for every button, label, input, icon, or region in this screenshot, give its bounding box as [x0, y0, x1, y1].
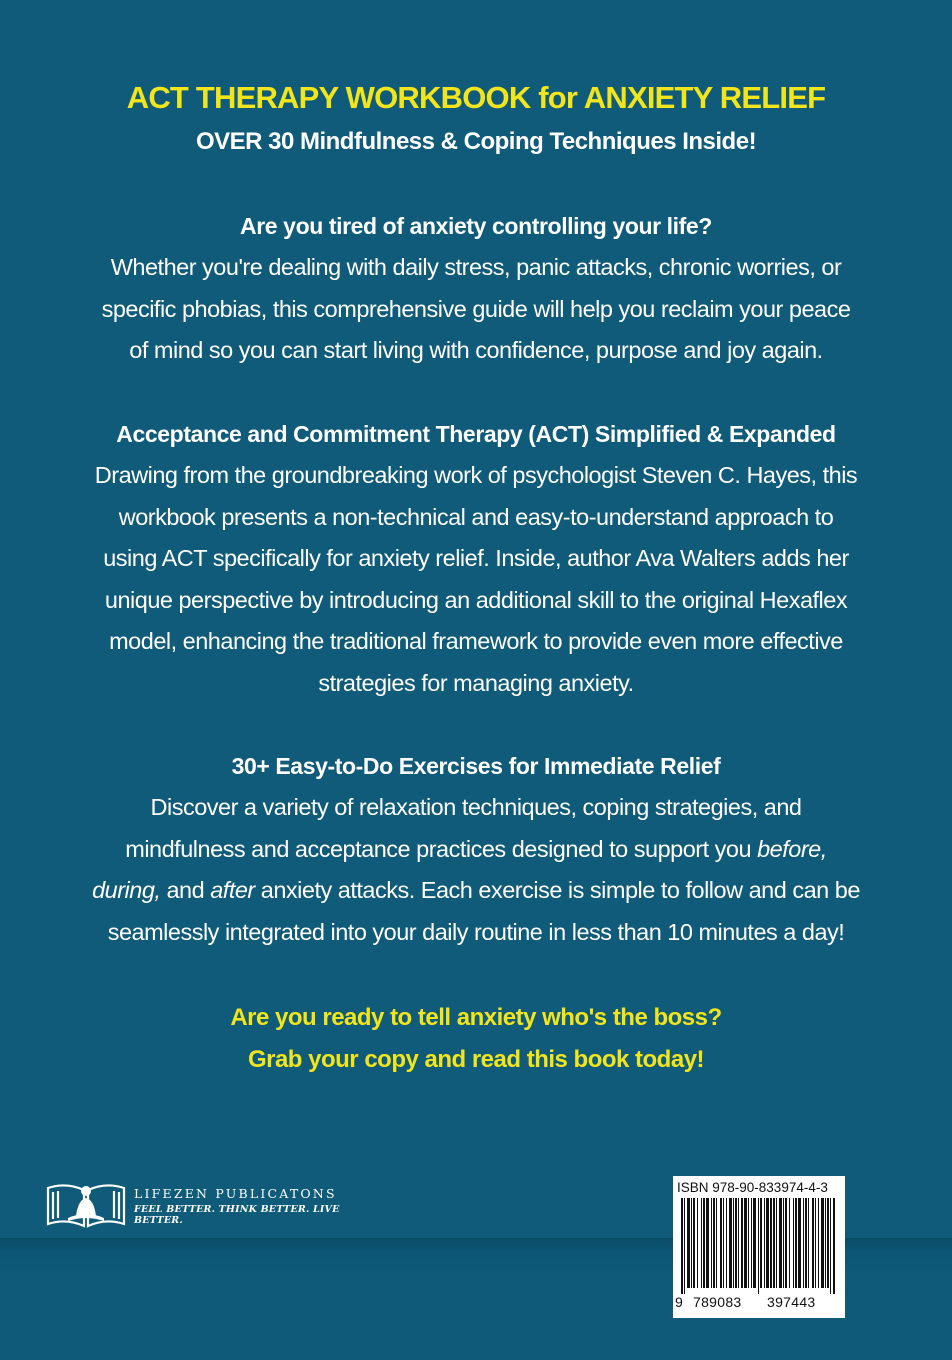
barcode-bar: [744, 1198, 747, 1288]
barcode-bar: [827, 1198, 829, 1288]
barcode-bar: [773, 1198, 775, 1288]
barcode-bar: [684, 1198, 685, 1294]
barcode-bar: [726, 1198, 727, 1288]
barcode-bar: [706, 1198, 709, 1288]
open-book-meditation-icon: [42, 1174, 130, 1234]
barcode-bar: [729, 1198, 732, 1288]
body-line: of mind so you can start living with confidence, purpose and joy again.: [129, 337, 823, 363]
barcode-bar: [766, 1198, 769, 1288]
call-to-action: [0, 997, 952, 1081]
section-body: [0, 247, 952, 372]
book-title: ACT THERAPY WORKBOOK for ANXIETY RELIEF: [126, 80, 826, 115]
barcode-bar: [795, 1198, 797, 1288]
barcode-bar: [764, 1198, 765, 1288]
body-line: mindfulness and acceptance practices designed to support you before,: [125, 835, 827, 862]
body-line: using ACT specifically for anxiety relief. Inside, author Ava Walters adds her: [103, 545, 849, 571]
section-act-explained: [0, 414, 952, 704]
body-line: strategies for managing anxiety.: [318, 669, 634, 696]
section-anxiety-intro: [0, 206, 952, 372]
barcode-bar: [720, 1198, 722, 1288]
barcode-bar: [753, 1198, 756, 1288]
barcode-bar: [808, 1198, 809, 1288]
barcode-bar: [793, 1198, 794, 1288]
barcode-bar: [805, 1198, 807, 1288]
cta-line: Grab your copy and read this book today!: [247, 1046, 705, 1073]
body-line: seamlessly integrated into your daily routine in less than 10 minutes a day!: [107, 918, 845, 945]
barcode-bar: [703, 1198, 705, 1288]
barcode-bar: [751, 1198, 752, 1288]
section-heading: 30+ Easy-to-Do Exercises for Immediate Relief: [231, 753, 721, 779]
barcode-bar: [691, 1198, 692, 1288]
barcode-bar: [713, 1198, 715, 1288]
cta-line: Are you ready to tell anxiety who's the boss?: [230, 1004, 722, 1031]
barcode-bar: [738, 1198, 739, 1288]
barcode-bar: [833, 1198, 835, 1294]
body-line: model, enhancing the traditional framework to provide even more effective: [109, 628, 843, 654]
barcode-bar: [741, 1198, 743, 1288]
barcode-bar: [748, 1198, 749, 1288]
barcode-bar: [687, 1198, 690, 1288]
barcode-bar: [723, 1198, 724, 1288]
body-line: specific phobias, this comprehensive guide will help you reclaim your peace: [101, 295, 851, 322]
body-line: during, and after anxiety attacks. Each exercise is simple to follow and can be: [92, 877, 860, 903]
barcode-bar: [701, 1198, 702, 1288]
barcode-bar: [830, 1198, 831, 1294]
isbn-barcode: [673, 1176, 845, 1318]
barcode-digits-right: 397443: [767, 1294, 816, 1310]
section-heading: Acceptance and Commitment Therapy (ACT) Simplified & Expanded: [116, 421, 836, 447]
barcode-bar: [770, 1198, 772, 1288]
body-line: Discover a variety of relaxation techniques, coping strategies, and: [150, 794, 802, 820]
barcode-bar: [785, 1198, 787, 1288]
barcode-bar: [818, 1198, 819, 1288]
barcode-bar: [697, 1198, 698, 1288]
barcode-bar: [779, 1198, 782, 1288]
barcode-bar: [711, 1198, 712, 1288]
barcode-bar: [815, 1198, 816, 1288]
book-subtitle: OVER 30 Mindfulness & Coping Techniques Inside!: [195, 128, 757, 155]
publisher-tagline: FEEL BETTER. THINK BETTER. LIVE BETTER.: [134, 1204, 340, 1226]
barcode-bar: [798, 1198, 801, 1288]
barcode-digits-left: 789083: [693, 1294, 742, 1310]
barcode-bar: [693, 1198, 695, 1288]
barcode-bar: [760, 1198, 762, 1288]
barcode-bar: [681, 1198, 683, 1294]
barcode-bar: [825, 1198, 826, 1288]
body-line: unique perspective by introducing an additional skill to the original Hexaflex: [104, 586, 848, 613]
section-body: [0, 455, 952, 704]
barcode-bar: [812, 1198, 814, 1288]
body-line: Drawing from the groundbreaking work of psychologist Steven C. Hayes, this: [94, 462, 858, 488]
body-line: workbook presents a non-technical and easy-to-understand approach to: [118, 503, 834, 530]
barcode-bars: [679, 1198, 839, 1294]
barcode-bar: [776, 1198, 777, 1288]
barcode-bar: [735, 1198, 737, 1288]
barcode-bar: [783, 1198, 784, 1288]
publisher-name: LIFEZEN PUBLICATONS: [134, 1186, 337, 1201]
section-heading: Are you tired of anxiety controlling your life?: [240, 213, 712, 239]
publisher-logo: [42, 1174, 372, 1234]
isbn-label: ISBN 978-90-833974-4-3: [677, 1180, 828, 1195]
body-line: Whether you're dealing with daily stress, panic attacks, chronic worries, or: [110, 254, 842, 280]
barcode-bar: [733, 1198, 734, 1288]
section-body: [0, 787, 952, 953]
barcode-bar: [758, 1198, 759, 1294]
barcode-bar: [789, 1198, 790, 1288]
barcode-bar: [821, 1198, 824, 1288]
section-exercises: [0, 746, 952, 953]
barcode-digit-first: 9: [675, 1294, 684, 1310]
barcode-bar: [716, 1198, 717, 1288]
barcode-bar: [803, 1198, 804, 1288]
